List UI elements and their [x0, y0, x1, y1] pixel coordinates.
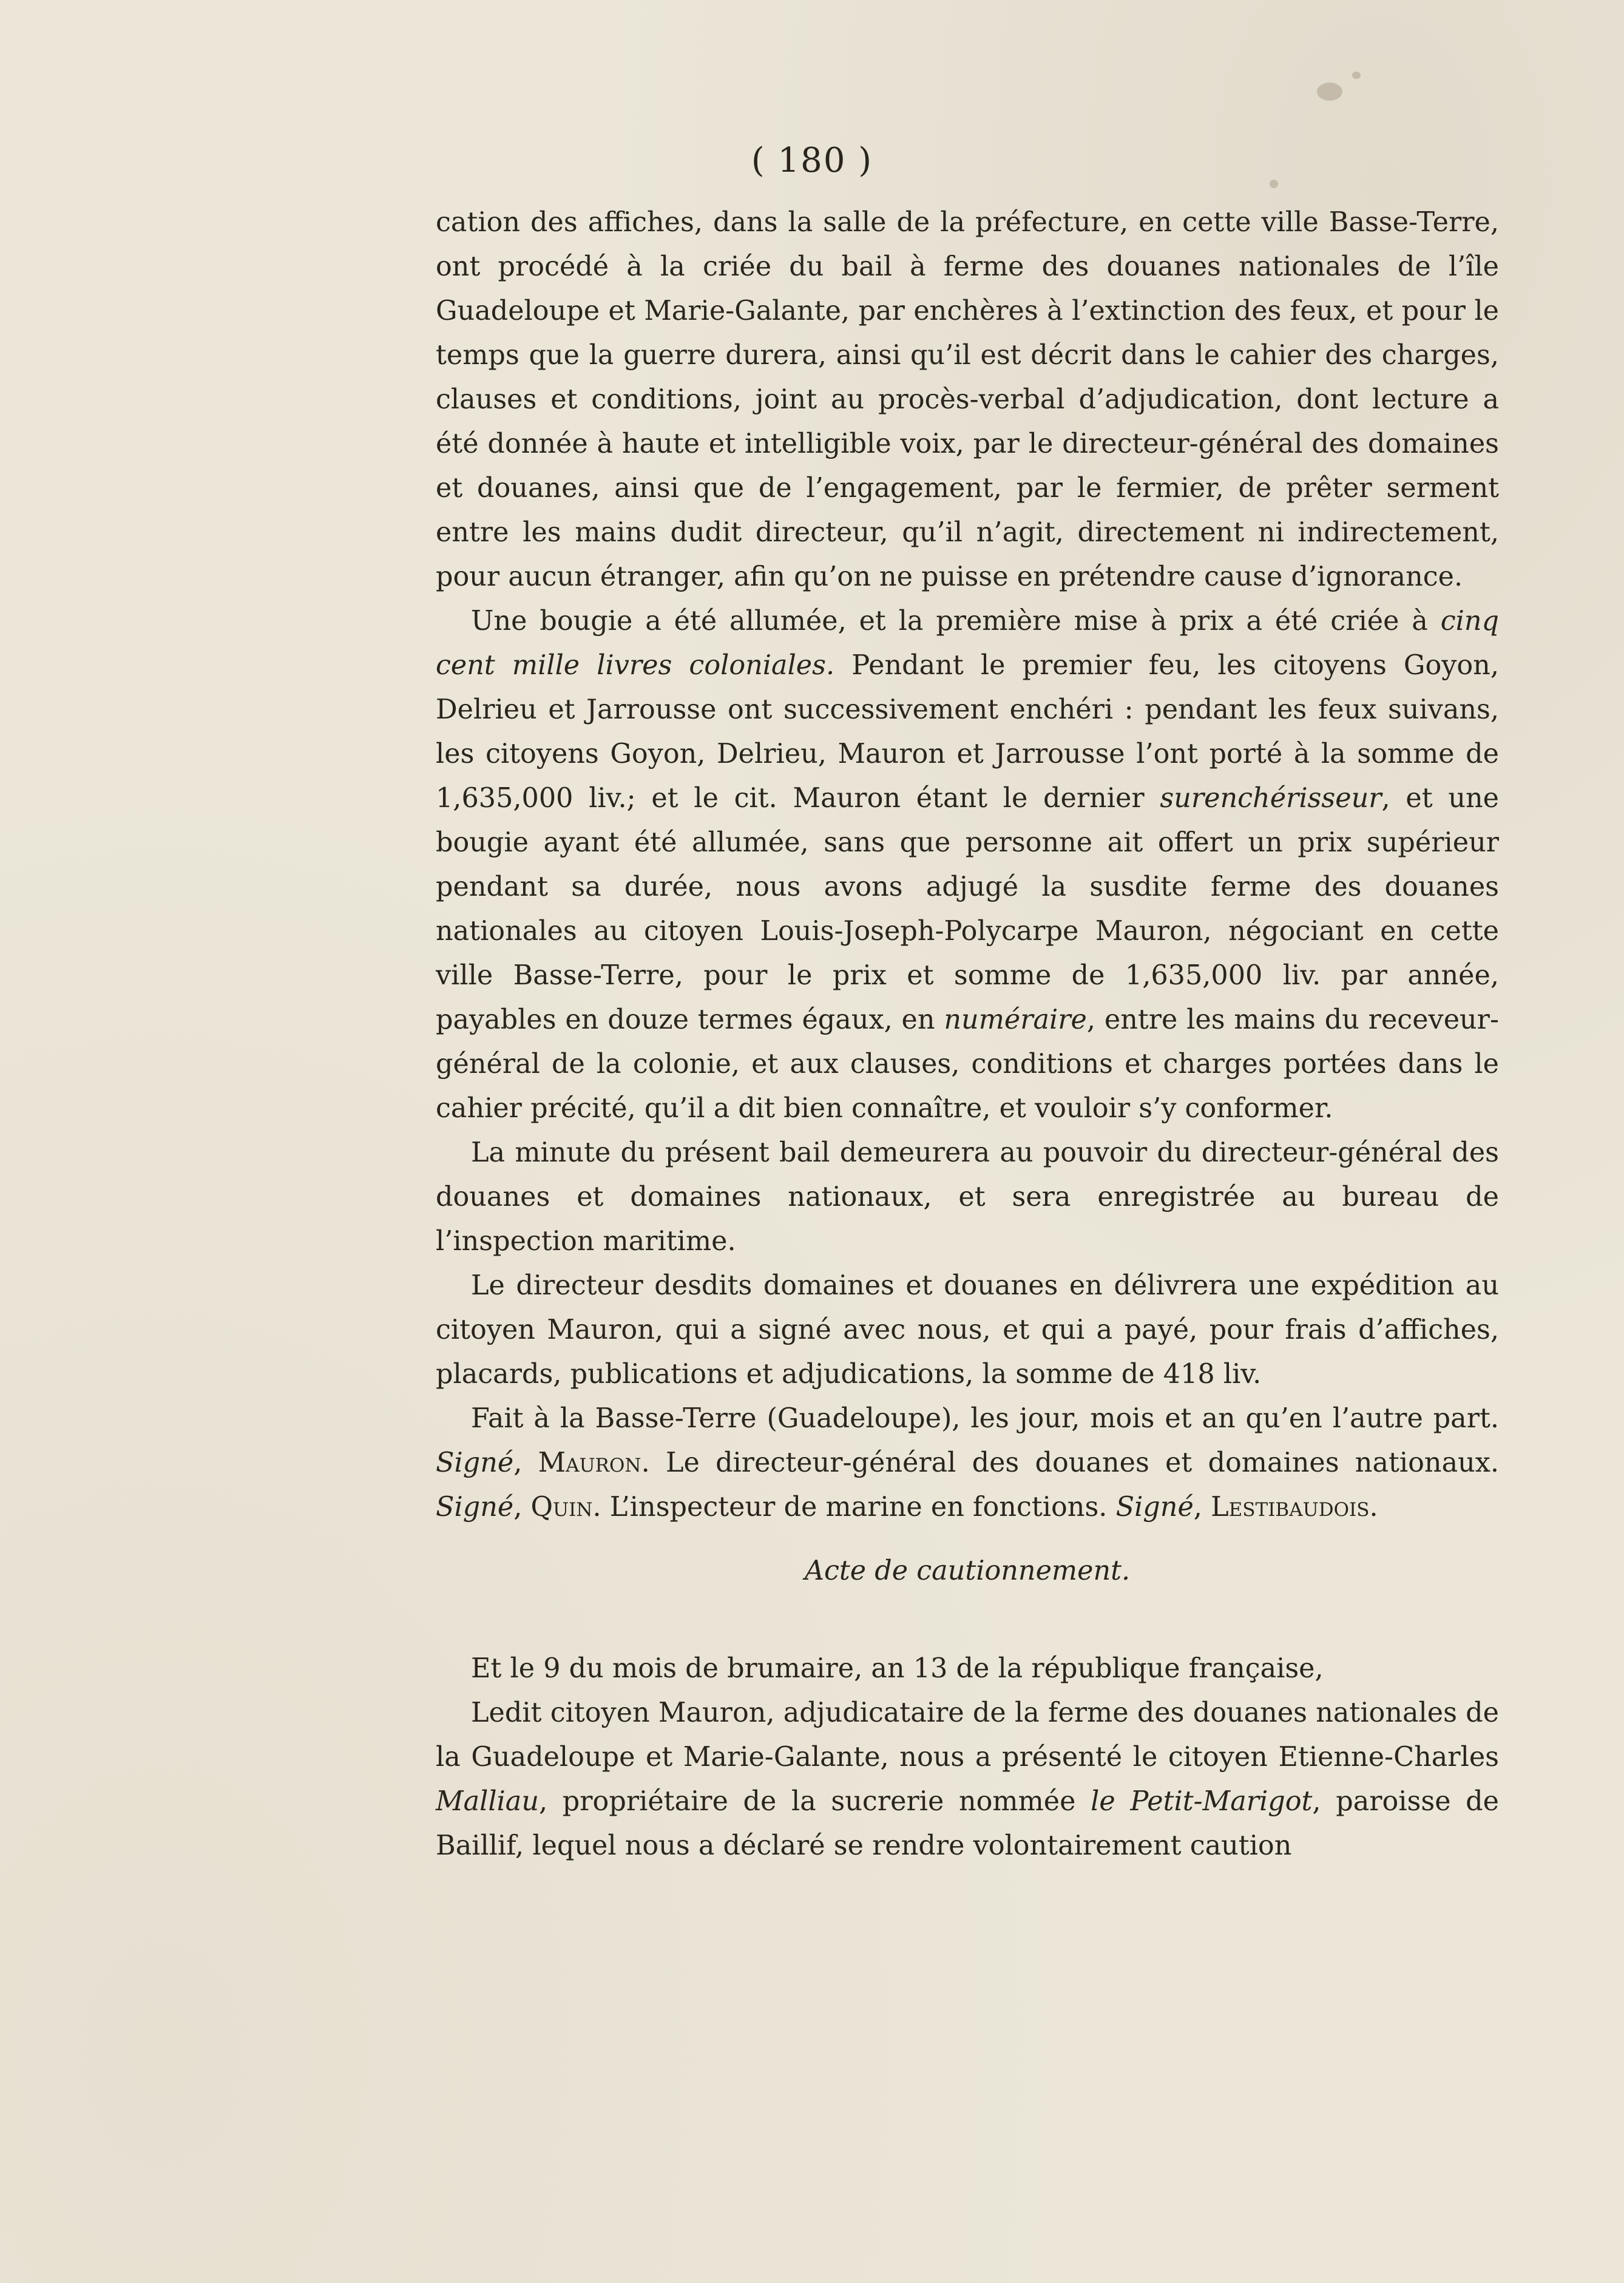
page-number: ( 180 ): [751, 141, 873, 180]
paragraph-3: La minute du présent bail demeurera au pouvoir du directeur-général des douanes et domaines nationaux, et sera enregistrée au bureau de l’inspection maritime.: [436, 1137, 1499, 1257]
paragraph-2-text: , entre les mains du receveur-général de la colonie, et aux clauses, conditions et charges portées dans le cahier précité, qu’il a dit bien connaître, et vouloir s’y conformer.: [436, 1004, 1499, 1124]
section-title: Acte de cautionnement.: [804, 1555, 1131, 1586]
paragraph-5-text: Fait à la Basse-Terre (Guadeloupe), les jour, mois et an qu’en l’autre part.: [471, 1403, 1499, 1434]
ink-spot: [1317, 83, 1342, 101]
paragraph-5-text: . L’inspecteur de marine en fonctions.: [592, 1492, 1116, 1523]
ink-spot: [1352, 72, 1361, 79]
paragraph-2: [436, 599, 1499, 1131]
paragraph-5-text: ,: [513, 1447, 538, 1478]
paragraph-2-text: Une bougie a été allumée, et la première mise à prix a été criée à: [471, 606, 1441, 637]
signature-label: Signé: [436, 1492, 514, 1523]
signatory-name: Mauron: [538, 1447, 641, 1478]
signature-label: Signé: [436, 1447, 514, 1478]
signatory-name: Quin: [530, 1492, 593, 1523]
paragraph-2-italic: numéraire: [944, 1004, 1087, 1035]
paragraph-5-text: ,: [513, 1492, 531, 1523]
paragraph-7-italic: Malliau: [436, 1786, 539, 1817]
paragraph-7-italic: le Petit-Marigot: [1091, 1786, 1313, 1817]
paragraph-2-text: Pendant le premier feu, les citoyens Goyon, Delrieu et Jarrousse ont successivement enchéri : pendant les feux suivans, les citoyens Goyon, Delrieu, Mauron et Jarrousse l’ont porté à la somme de 1,635,000 liv.; et le cit. Mauron étant le dernier: [436, 650, 1499, 814]
signatory-name: Lestibaudois: [1211, 1492, 1370, 1523]
paragraph-6: Et le 9 du mois de brumaire, an 13 de la république française,: [471, 1653, 1324, 1684]
paragraph-2-text: , et une bougie ayant été allumée, sans que personne ait offert un prix supérieur pendant sa durée, nous avons adjugé la susdite ferme des douanes nationales au citoyen Louis-Joseph-Polycarpe Mauron, négociant en cette ville Basse-Terre, pour le prix et somme de 1,635,000 liv. par année, payables en douze termes égaux, en: [436, 783, 1499, 1035]
paragraph-7-text: , paroisse de Baillif, lequel nous a déclaré se rendre volontairement caution: [436, 1786, 1500, 1861]
paragraph-4: Le directeur desdits domaines et douanes en délivrera une expédition au citoyen Mauron, qui a signé avec nous, et qui a payé, pour frais d’affiches, placards, publications et adjudications, la somme de 418 liv.: [436, 1270, 1499, 1390]
ink-spot: [1270, 180, 1278, 188]
paragraph-7-text: , propriétaire de la sucrerie nommée: [538, 1786, 1091, 1817]
paragraph-5-text: . Le directeur-général des douanes et domaines nationaux.: [641, 1447, 1499, 1478]
paragraph-2-italic: cinq cent mille livres coloniales.: [436, 606, 1499, 681]
signature-label: Signé: [1115, 1492, 1194, 1523]
paragraph-2-italic: surenchérisseur: [1160, 783, 1382, 814]
paragraph-5-text: ,: [1193, 1492, 1211, 1523]
paragraph-7: [436, 1691, 1499, 1868]
paragraph-5: [436, 1396, 1499, 1529]
body-text: [436, 200, 1499, 1868]
paragraph-5-text: .: [1369, 1492, 1378, 1523]
paragraph-1: cation des affiches, dans la salle de la préfecture, en cette ville Basse-Terre, ont procédé à la criée du bail à ferme des douanes nationales de l’île Guadeloupe et Marie-Galante, par enchères à l’extinction des feux, et pour le temps que la guerre durera, ainsi qu’il est décrit dans le cahier des charges, clauses et conditions, joint au procès-verbal d’adjudication, dont lecture a été donnée à haute et intelligible voix, par le directeur-général des domaines et douanes, ainsi que de l’engagement, par le fermier, de prêter serment entre les mains dudit directeur, qu’il n’agit, directement ni indirectement, pour aucun étranger, afin qu’on ne puisse en prétendre cause d’ignorance.: [436, 207, 1499, 592]
paragraph-7-text: Ledit citoyen Mauron, adjudicataire de la ferme des douanes nationales de la Guadeloupe et Marie-Galante, nous a présenté le citoyen Etienne-Charles: [436, 1697, 1499, 1773]
